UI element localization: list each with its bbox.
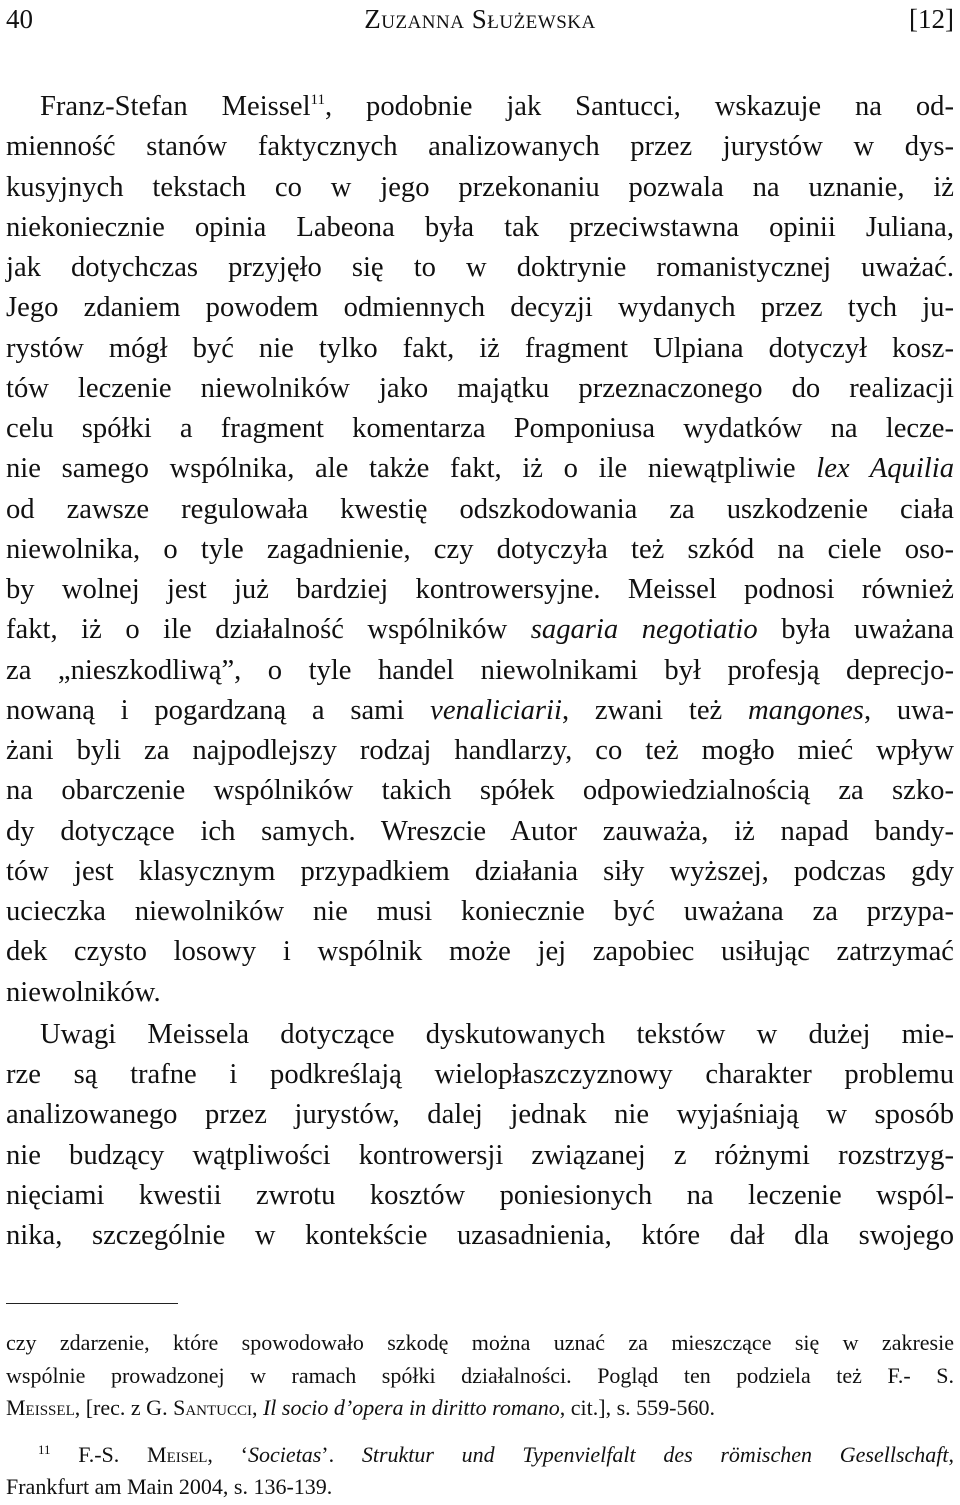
text-line: Uwagi Meissela dotyczące dyskutowanych tekstów w dużej mie-	[40, 1018, 954, 1050]
text-line: nie samego wspólnika, ale także fakt, iż o ile niewątpliwie lex Aquilia	[6, 453, 954, 485]
text-line: Jego zdaniem powodem odmiennych decyzji wydanych przez tych ju-	[6, 292, 954, 324]
main-text	[6, 87, 954, 1256]
text-line: dy dotyczące ich samych. Wreszcie Autor zauważa, iż napad bandy-	[6, 815, 954, 847]
text-line: nie budzący wątpliwości kontrowersji związanej z różnymi rozstrzyg-	[6, 1139, 954, 1171]
text-line: za „nieszkodliwą”, o tyle handel niewolnikami był profesją deprecjo-	[6, 654, 954, 686]
latin-term: lex Aquilia	[816, 453, 954, 485]
latin-term: sagaria negotiatio	[530, 614, 758, 646]
text-line: kusyjnych tekstach co w jego przekonaniu pozwala na uznanie, iż	[6, 171, 954, 203]
running-header	[6, 2, 954, 36]
text-line: dek czysto losowy i wspólnik może jej zapobiec usiłując zatrzymać	[6, 936, 954, 968]
footnote-reference-11: 11	[310, 92, 325, 108]
text-line: jak dotychczas przyjęło się to w doktrynie romanistycznej uważać.	[6, 252, 954, 283]
work-title: Struktur und Typenvielfalt des römischen Gesellschaft	[361, 1441, 949, 1467]
text-line: niekoniecznie opinia Labeona była tak przeciwstawna opinii Juliana,	[6, 211, 954, 243]
footnote-continued	[6, 1327, 954, 1425]
text-line: niewolników.	[6, 976, 161, 1008]
footnote-separator	[6, 1303, 178, 1304]
footnotes	[6, 1327, 954, 1504]
author-name: Meissel	[6, 1395, 75, 1420]
text-line: by wolnej jest już bardziej kontrowersyjne. Meissel podnosi również	[6, 574, 954, 605]
work-title: Societas	[247, 1441, 322, 1467]
text-line: żani byli za najpodlejszy rodzaj handlarzy, co też mogło mieć wpływ	[6, 735, 954, 766]
footnote-line: Frankfurt am Main 2004, s. 136-139.	[6, 1474, 333, 1499]
author-name: Santucci	[173, 1395, 252, 1420]
text-line: nięciami kwestii zwrotu kosztów poniesionych na leczenie wspól-	[6, 1179, 954, 1211]
latin-term: venaliciarii	[430, 694, 562, 726]
text-line: Franz-Stefan Meissel$^{11}$, podobnie jak Santucci, wskazuje na od-	[40, 91, 954, 122]
text-line: tów leczenie niewolników jako majątku przeznaczonego do realizacji	[6, 372, 954, 404]
footnote-line: czy zdarzenie, które spowodowało szkodę można uznać za mieszczące się w zakresie	[6, 1330, 954, 1355]
text-line: rze są trafne i podkreślają wielopłaszczyznowy charakter problemu	[6, 1059, 954, 1090]
footnote-marker: 11	[38, 1441, 51, 1457]
text-line: analizowanego przez jurystów, dalej jednak nie wyjaśniają w sposób	[6, 1099, 954, 1131]
text-line: niewolnika, o tyle zagadnienie, czy dotyczyła też szkód na ciele oso-	[6, 533, 954, 565]
text-line: fakt, iż o ile działalność wspólników sagaria negotiatio była uważana	[6, 614, 954, 646]
footnote-line: wspólnie prowadzonej w ramach spółki działalności. Pogląd ten podziela też F.- S.	[6, 1362, 954, 1388]
text-line: nika, szczególnie w kontekście uzasadnienia, które dał dla swojego	[6, 1220, 954, 1251]
work-title: Il socio d’opera in diritto romano	[262, 1395, 560, 1420]
section-number: [12]	[909, 4, 954, 34]
text-line: od zawsze regulowała kwestię odszkodowania za uszkodzenie ciała	[6, 493, 954, 525]
latin-term: mangones	[747, 694, 864, 726]
text-line: mienność stanów faktycznych analizowanych przez jurystów w dys-	[6, 131, 954, 163]
text-line: ucieczka niewolników nie musi koniecznie być uważana za przypa-	[6, 896, 954, 927]
text-line: celu spółki a fragment komentarza Pomponiusa wydatków na lecze-	[6, 413, 954, 444]
footnote-line: $^{11}$ F.-S. Meisel, ‘Societas’. Struktur und Typenvielfalt des römischen Gesellschaft,	[38, 1441, 954, 1467]
paragraph-1	[6, 87, 954, 1013]
page-number: 40	[6, 4, 33, 34]
running-title: Zuzanna Służewska	[364, 4, 596, 34]
footnote-11	[6, 1439, 954, 1504]
footnote-line: Meissel, [rec. z G. Santucci, Il socio d’opera in diritto romano, cit.], s. 559-560.	[6, 1395, 715, 1420]
text-line: rystów mógł być nie tylko fakt, iż fragment Ulpiana dotyczył kosz-	[6, 332, 954, 364]
text-line: tów jest klasycznym przypadkiem działania siły wyższej, podczas gdy	[6, 855, 954, 887]
author-name: Meisel	[147, 1441, 208, 1467]
paragraph-2	[6, 1015, 954, 1257]
text-line: nowaną i pogardzaną a sami venaliciarii, zwani też mangones, uwa-	[6, 694, 955, 726]
text-line: na obarczenie wspólników takich spółek odpowiedzialnością za szko-	[6, 775, 954, 807]
